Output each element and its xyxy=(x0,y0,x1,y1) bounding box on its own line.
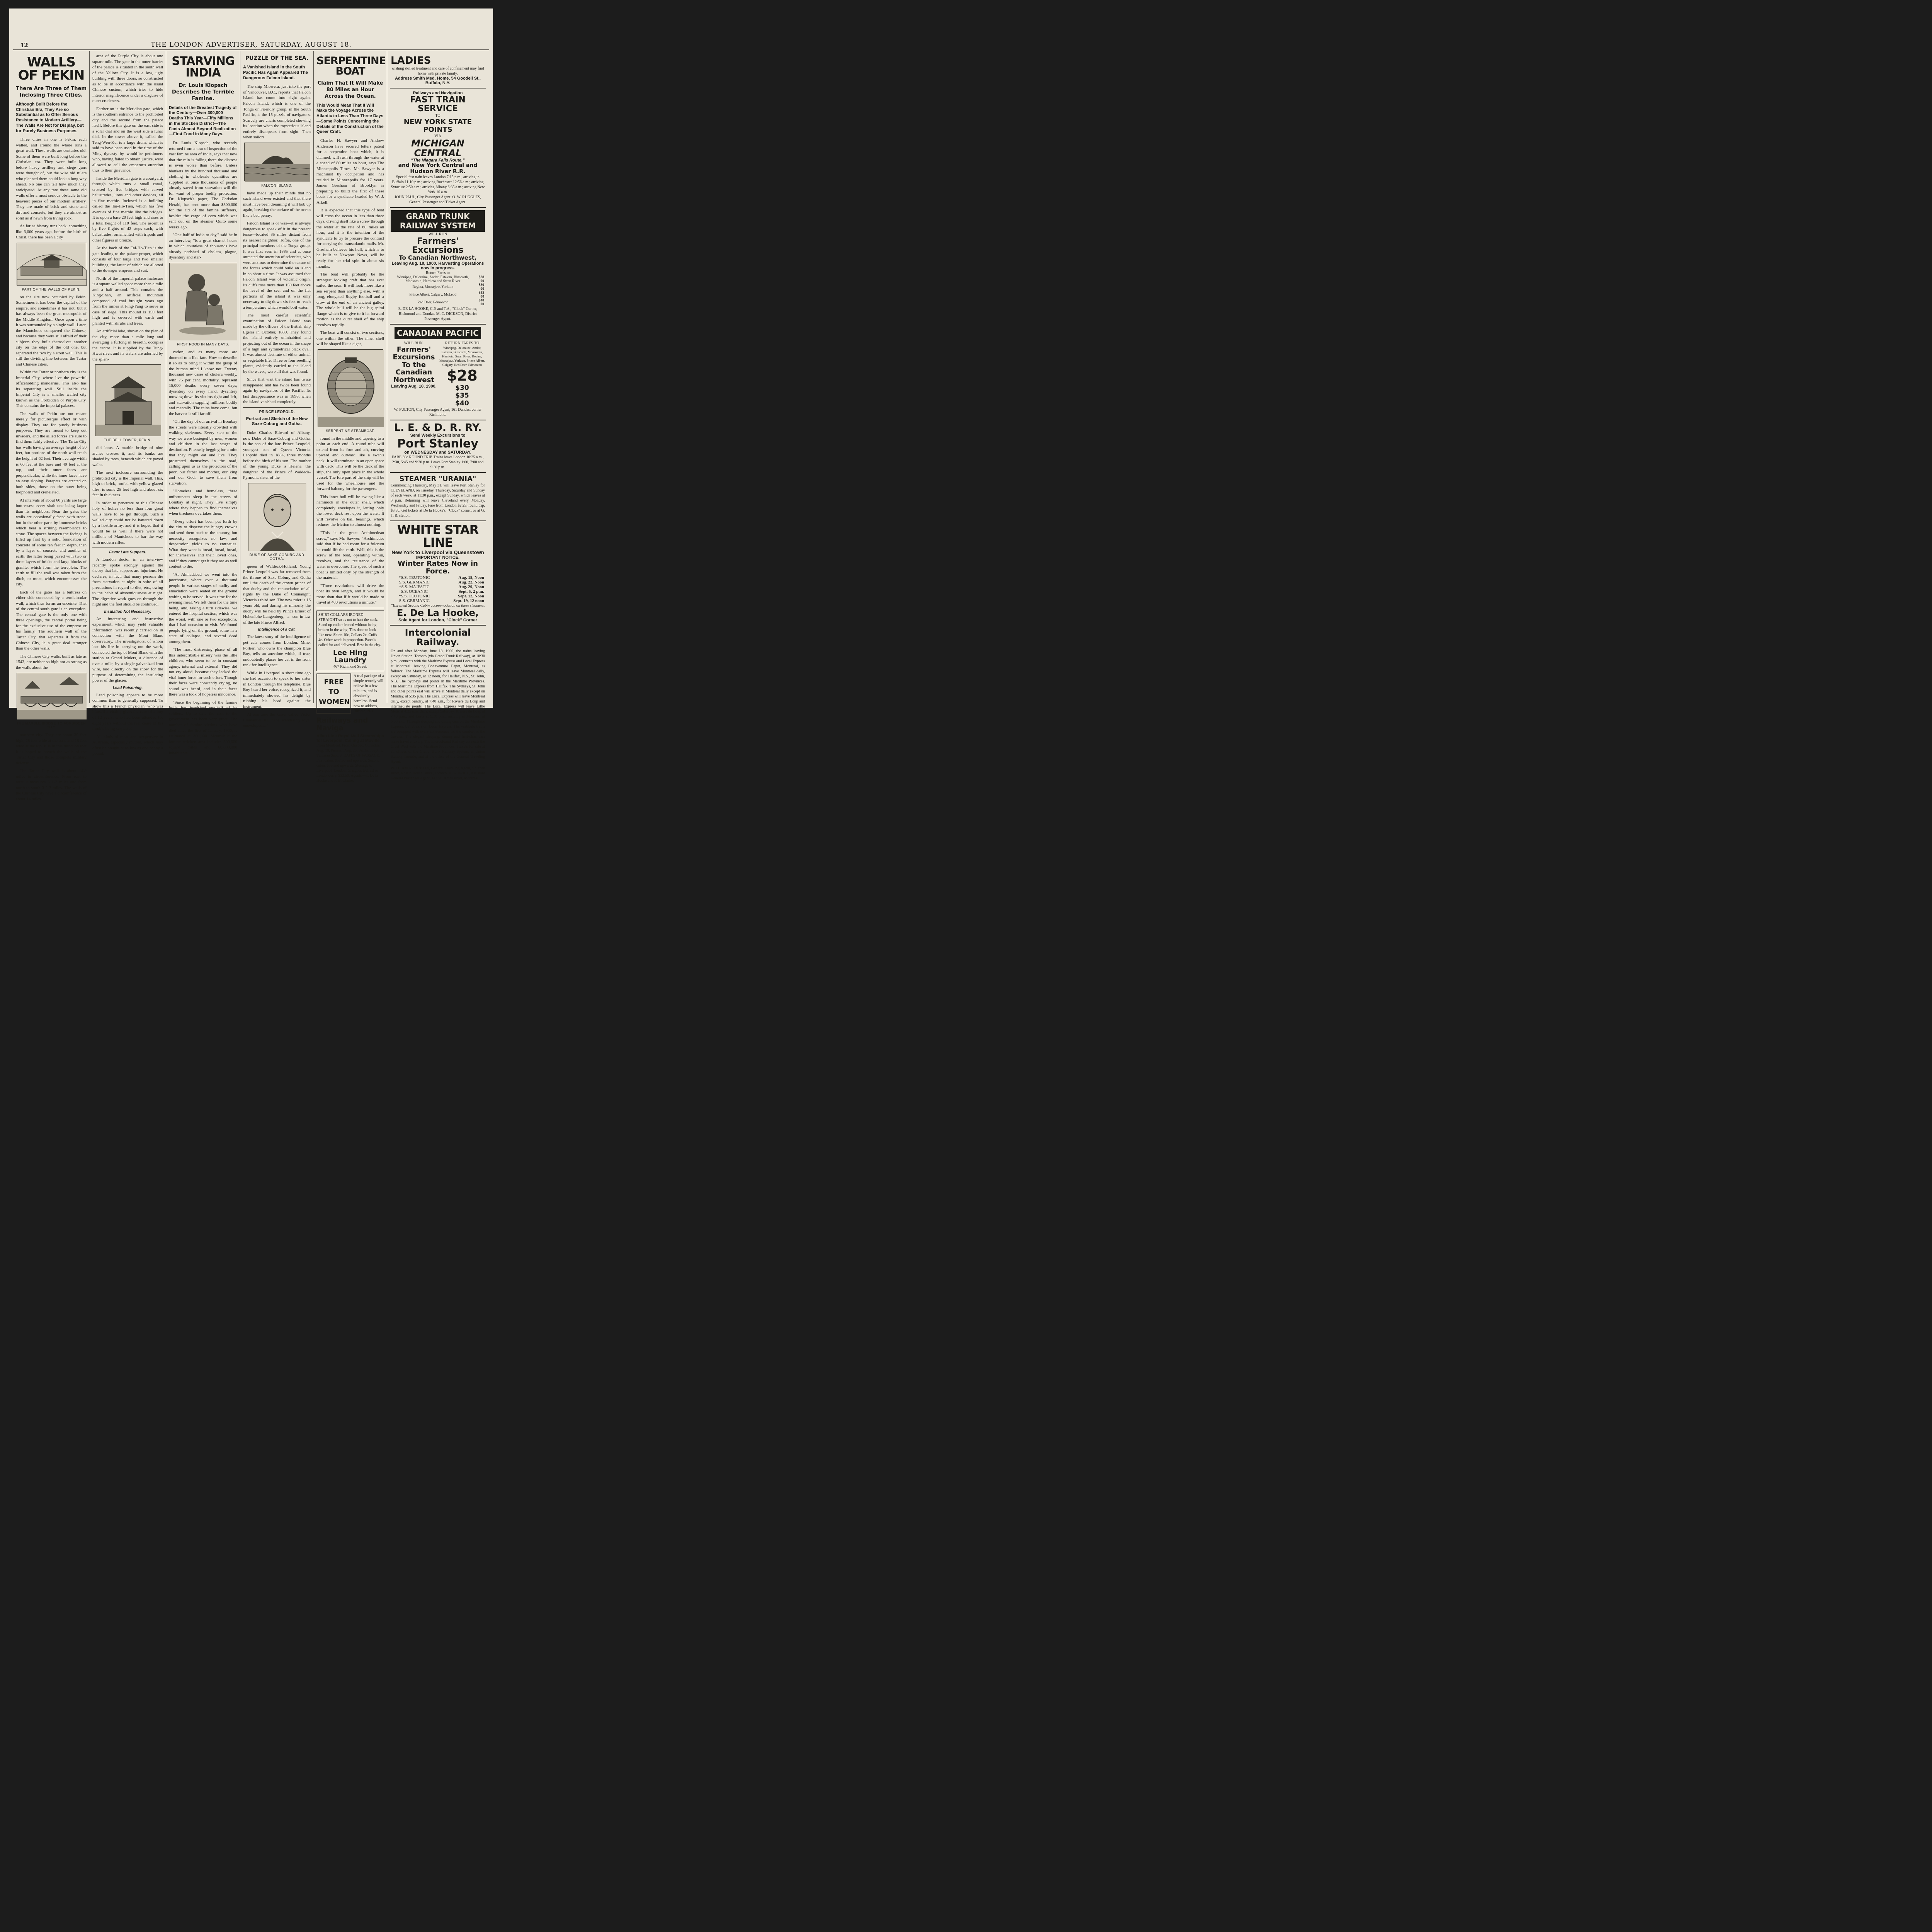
ship-name: *S.S. MAJESTIC xyxy=(399,584,430,589)
duke-portrait xyxy=(248,483,306,551)
mc-via: VIA xyxy=(434,134,441,139)
article-paragraph: While in Liverpool a short time ago she had occasion to speak to her sister in London through the telephone. Blue Boy heard her voice, recognized it, and immediately showed his delight by rubbing his head against the instrument. xyxy=(243,670,311,709)
cpr-name: CANADIAN PACIFIC xyxy=(395,327,481,339)
whitestar-sailings xyxy=(391,575,485,603)
ship-name: S.S. GERMANIC xyxy=(399,580,430,585)
cpr-right xyxy=(439,341,485,407)
caption-steamboat: SERPENTINE STEAMBOAT. xyxy=(326,429,375,433)
fare-value: $30 00 xyxy=(478,283,484,291)
fare-place: Prince Albert, Calgary, McLeod xyxy=(409,293,457,297)
article-paragraph: "Every effort has been put forth by the city to disperse the hungry crowds and send them back to the country, but necessity recognizes no law, and desperation yields to no entreaties. What they want is bread, bread, bread, for themselves and their loved ones, and if they cannot get it they are as well content to die. xyxy=(169,519,237,569)
cpr-agent: W. FULTON, City Passenger Agent, 161 Dundas, corner Richmond. xyxy=(394,408,482,417)
sailing-date: Sept. 5, 2 p.m. xyxy=(458,589,484,594)
fare-row xyxy=(391,291,485,299)
cpr-left xyxy=(391,341,437,407)
mc-agent: JOHN PAUL, City Passenger Agent. O. W. RUGGLES, General Passenger and Ticket Agent. xyxy=(395,195,481,205)
headline-serpentine-boat: SERPENTINE BOAT xyxy=(316,55,386,77)
article-paragraph: An interesting and instructive experiment, which may yield valuable information, was recently carried on in connection with the Mont Blanc observatory. The investigators, of whom lost his life in carrying out the work, connected the top of Mont Blanc with the station at Grand Mulets, a distance of over a mile, by a single galvanized iron wire, laid directly on the snow for the purpose of determining the insulating power of the glacier. xyxy=(92,616,163,683)
ad-ladies xyxy=(390,53,486,88)
free-to-women-box: FREE TO WOMEN xyxy=(316,673,351,714)
ladies-text: wishing skilled treatment and care of confinement may find home with private family. xyxy=(391,66,484,76)
deck-serpentine-boat: Claim That It Will Make 80 Miles an Hour Across the Ocean. xyxy=(317,80,383,99)
column-serpentine-boat xyxy=(314,51,387,783)
gtr-fares-table xyxy=(391,276,485,306)
cpr-body xyxy=(391,341,485,407)
ad-michigan-central xyxy=(390,88,486,208)
ad-intercolonial xyxy=(390,626,486,783)
caption-bridge: THE MARBLE BRIDGE TO FORBIDDEN CITY. xyxy=(16,721,86,730)
intercolonial-text: On and after Monday, June 18, 1900, the trains leaving Union Station, Toronto (via Grand Trunk Railway), at 10:30 p.m., connects with the Maritime Express and Local Express at Montreal, leaving Bonaventure Depot, Montreal, as follows: The Maritime Express will leave Montreal daily, except on Saturday, at 12 noon, for Halifax, N.S., St. John, N.B. The Sydneys and points in the Maritime Provinces. The Maritime Express from Halifax, The Sydneys, St. John and other points east will arrive at Montreal daily except on Monday, at 5:35 p.m. The Local Express will leave Montreal daily, except Sunday, at 7:40 a.m., for Riviere du Loup and intermediate points. The Local Express will leave Little Metis at 4:25 a.m. daily, except Saturday, Riviere du Loup at 7:40 p.m., and Levis at 9:30 p.m., arriving at Montreal at 6:30 a.m. Through sleeping and dining cars on the Maritime Express; buffet cars on Local Express. The vestibule trains are equipped with every convenience for the comfort of the traveler. The elegant sleeping, dining and first-class cars make travel a luxury. The Intercolonial Railway connects the Great West with the Maritime Provinces. Tickets for sale at all offices of the Grand Trunk Railway System, at Union Station, Toronto, and at the office of the General Traveling Agent. xyxy=(391,649,485,764)
ship-name: S.S. OCEANIC xyxy=(401,589,428,594)
fare-row xyxy=(391,283,485,291)
intercolonial-name: Intercolonial Railway. xyxy=(405,627,471,648)
article-paragraph: northern city. They are about 30 feet high, 25 feet wide at the base and 15 feet wide at the top. It is in this direction that it is hoped to breach the walls of the Tartar City and those complete military defense. xyxy=(16,733,87,765)
bell-tower-drawing xyxy=(95,365,161,436)
fare-value: $35 00 xyxy=(478,291,484,299)
cpr-fare-30: $30 xyxy=(455,384,469,392)
mc-destination: NEW YORK STATE POINTS xyxy=(403,118,472,134)
led-name: L. E. & D. R. RY. xyxy=(394,422,482,434)
article-paragraph: A London doctor in an interview recently spoke strongly against the theory that late suppers are injurious. He declares, in fact, that many persons die from starvation at night in spite of all precautions in regard to diet, etc., owing to the habit of abstemiousness at night. The digestive work goes on through the night and the fuel should be continued. xyxy=(92,557,163,607)
sailing-date: Aug. 22, Noon xyxy=(458,580,484,585)
page-number: 12 xyxy=(20,42,28,49)
sailing-row xyxy=(391,589,485,594)
laundry-address: 467 Richmond Street. xyxy=(333,665,367,669)
whitestar-rates: Winter Rates Now in Force. xyxy=(398,559,478,575)
article-paragraph: The Tartar City wall is about 14½ miles in circumference. From east to west it measures 3 1-2 miles and from north to south 3 2-3 miles. The walls of the Chinese City have a circumference of about 14 miles. xyxy=(16,769,87,801)
sailing-date: Sept. 19, 12 noon xyxy=(453,598,484,603)
famine-drawing xyxy=(170,263,237,340)
article-paragraph: vation, and as many more are doomed to a like fate. How to describe it so as to bring it within the grasp of the human mind I know not. Twenty thousand new cases of cholera weekly, with 75 per cent. mortality, represent 15,000 deaths every seven days; dysentery on every hand, dysentery mowing down its victims right and left, and starvation sapping millions bodily and mentally. The rains have come, but the harvest is still far off. xyxy=(169,350,237,416)
subdeck-walls-of-pekin: Although Built Before the Christian Era, They Are so Substantial as to Offer Serious Resistance to Modern Artillery—The Walls Are Not for Display, but for Purely Business Purposes. xyxy=(16,102,84,133)
marble-bridge-illustration xyxy=(17,673,86,719)
mc-title: FAST TRAIN SERVICE xyxy=(410,95,466,114)
fare-place: Regina, Moosejaw, Yorkton xyxy=(412,285,454,289)
whitestar-agent-sub: Sole Agent for London, "Clock" Corner xyxy=(398,617,477,622)
free-to-women-text: A trial package of a simple remedy will relieve in a few minutes, and is absolutely harmless. Send now to address, Buffalo, N.Y. xyxy=(354,674,384,714)
led-destination: Port Stanley xyxy=(397,437,478,451)
article-paragraph: Charles H. Sawyer and Andrew Anderson have secured letters patent for a serpentine boat which, it is claimed, will rush through the water at a speed of 80 miles an hour, says The Minneapolis Times. Mr. Sawyer is a machinist by occupation and has resided in Minneapolis for 17 years. James Gresham of Brooklyn is preparing to build the first of these boats for a syndicate headed by W. J. Arkell. xyxy=(316,138,384,205)
railways-navigation-heading: Railways and Naviga xyxy=(316,716,368,733)
article-paragraph: At one time the kaiser called Victor Emmanuel III. "The wandering royal encyclopedia." xyxy=(243,712,311,728)
article-paragraph: Falcon Island is or was—it is always dangerous to speak of it in the present tense—located 35 miles distant from its nearest neighbor, Tofoa, one of the principal members of the Tonga group. It was first seen in 1885 and at once attracted the attention of scientists, who were anxious to determine the nature of the forces which could build an island in so short a time. It was assumed that Falcon Island was of volcanic origin. Its cliffs rose more than 150 feet above the level of the sea, and on the flat portions of the island it was only necessary to dig down six feet to reach a temperature which would boil water. xyxy=(243,221,311,310)
sailing-row xyxy=(391,575,485,580)
gtr-sub: To Canadian Northwest, xyxy=(399,254,477,262)
article-paragraph: Farther on is the Meridian gate, which is the southern entrance to the prohibited city and the second from the palace itself. Before this gate on the east side is a solar dial and on the west side a lunar dial. In the tower above it, called the Teng-Wen-Ku, is a large drum, which is said to have been used in the time of the Ming dynasty by would-be petitioners who, having failed to obtain justice, were allowed to call the emperor's attention thus to their grievance. xyxy=(92,106,163,173)
article-paragraph: The Chinese City walls, built as late as 1543, are neither so high nor as strong as the walls about the xyxy=(16,654,87,670)
article-paragraph: queen of Waldeck-Holland. Young Prince Leopold was far removed from the throne of Saxe-Coburg and Gotha until the death of the crown prince of that duchy and the renunciation of all rights by the Duke of Connaught, Victoria's third son. The new ruler is 16 years old, and during his minority the duchy will be held by Prince Ernest of Hohenlohe-Langenberg, a son-in-law of the late Prince Alfred. xyxy=(243,564,311,625)
masthead xyxy=(13,39,489,50)
whitestar-agent: E. De La Hooke, xyxy=(396,607,479,618)
sailing-row xyxy=(391,585,485,589)
laundry-name: Lee Hing Laundry xyxy=(333,648,368,665)
article-paragraph: All kinds of meat are inexpensive in Australia, especially mutton, which may often be bought at as low as one penny a pound. xyxy=(92,734,163,756)
article-paragraph: The boat will probably be the strangest looking craft that has ever sailed the seas. It will look more like a sea serpent than anything else, with a long, elongated Rugby football and a crow at the end of an ancient galley. The whole hull will be the big spiral flange which is to give to it its forward motion as the outer shell of the ship revolves rapidly. xyxy=(316,272,384,327)
sailing-date: Sept. 12, Noon xyxy=(458,594,484,599)
article-paragraph: The boat will consist of two sections, one within the other. The inner shell will be shaped like a cigar, xyxy=(316,330,384,347)
article-paragraph: did lotus. A marble bridge of nine arches crosses it, and its banks are shaded by trees, beneath which are paved walks. xyxy=(92,446,163,467)
article-paragraph: have made up their minds that no such island ever existed and that there must have been dreaming it will bob up again, breaking the surface of the ocean like a bad penny. xyxy=(243,190,311,218)
ad-steamer-urania xyxy=(390,473,486,521)
headline-prince-leopold: PRINCE LEOPOLD. xyxy=(259,410,295,414)
caption-bell-tower: THE BELL TOWER, PEKIN. xyxy=(104,438,152,442)
article-paragraph: At the back of the Tai-Ho-Tien is the gate leading to the palace proper, which consists of four large and two smaller buildings, the latter of which are allotted to the dowager empress and suit. xyxy=(92,246,163,273)
allan-line-text: From Montreal. From Quebec. Corinthian Aug. 18; Parisian Aug. 25; Sicilian Sept. 1; Tunisian Sept. 8. RATES OF PASSAGE. First cabin, $52.50 and upwards. Second cabin, $35 and upwards. Steerage to Liverpool, London, Glasgow, Belfast or Londonderry, $23.50. Agents—E. De la Hooke and F. B. Clarke. xyxy=(316,743,383,783)
sailing-row xyxy=(391,594,485,599)
deck-walls-of-pekin: There Are Three of Them Inclosing Three Cities. xyxy=(16,86,87,98)
article-paragraph: Duke Charles Edward of Albany, now Duke of Saxe-Coburg and Gotha, is the son of the late Prince Leopold, youngest son of Queen Victoria. Leopold died in 1884, three months before the birth of his son. The mother of the young Duke is Helena, the daughter of the Prince of Waldeck-Pyrmont, sister of the xyxy=(243,430,311,480)
article-paragraph: It is expected that this type of boat will cross the ocean in less than three days, driving itself like a screw through the water at the rate of 60 miles an hour, and it is the intention of the syndicate to try to procure the contract for carrying the transatlantic mails. Mr. Gresham believes his hull, which is to be built at Newport News, will be ready for her trial spin in about six months. xyxy=(316,208,384,269)
cpr-title: Farmers' Excursions To the Canadian Northwest xyxy=(393,345,435,384)
walls-illustration xyxy=(17,243,86,285)
fare-row xyxy=(391,276,485,283)
led-sub: Semi Weekly Excursions to xyxy=(410,433,466,438)
column-puzzle-of-the-sea xyxy=(240,51,314,728)
urania-name: STEAMER "URANIA" xyxy=(399,474,476,483)
article-paragraph: Each of the gates has a buttress on either side connected by a semicircular wall, which thus forms an enceinte. That of the central south gate is an exception. The central gate is the only one with three openings, the central portal being for the exclusive use of the emperor or his family. The southern wall of the Tartar City, that separates it from the Chinese City, is a great deal stronger than the other walls. xyxy=(16,590,87,651)
article-paragraph: The latest story of the intelligence of pet cats comes from London. Mme. Portier, who owns the champion Blue Boy, tells an anecdote which, if true, undoubtedly places her cat in the front rank for intelligence. xyxy=(243,634,311,668)
ad-led-railway xyxy=(390,420,486,473)
free-to-women-ad xyxy=(316,673,384,714)
cpr-run: WILL RUN. xyxy=(404,341,424,345)
ship-name: S.S. GERMANIC xyxy=(399,598,430,603)
ladies-address: Address Smith Med. Home, 54 Goodell St., Buffalo, N.Y. xyxy=(395,76,481,86)
whitestar-name: WHITE STAR LINE xyxy=(397,522,479,550)
gtr-title: Farmers' Excursions xyxy=(412,236,464,255)
whitestar-footnote: *Excellent Second Cabin accommodation on these steamers. xyxy=(391,603,485,608)
article-paragraph: round in the middle and tapering to a point at each end. A round tube will extend from its fore and aft, curving upward and outward like a swan's neck. It will terminate in an open space with deck. This will be the deck of the ship, the only open place in the whole vessel. The fore part of the ship will be used for the wheelhouse and the forward balcony for the passengers. xyxy=(316,436,384,492)
mc-tagline: "The Niagara Falls Route," xyxy=(411,158,465,163)
portrait-drawing xyxy=(248,483,306,551)
divider xyxy=(243,407,311,408)
fare-value: $28 00 xyxy=(478,275,484,283)
mc-text: Special fast train leaves London 7:15 p.m., arriving in Buffalo 11:10 p.m.; arriving Rochester 12:56 a.m.; arriving Syracuse 2:50 a.m.; arriving Albany 6:35 a.m.; arriving New York 10 a.m. xyxy=(391,175,485,195)
mc-and: and New York Central and Hudson River R.R. xyxy=(398,162,478,175)
ladies-title: LADIES xyxy=(391,55,431,66)
article-paragraph: "Three revolutions will drive the boat its own length, and it would be more than that if it would be made to travel at 400 revolutions a minute." xyxy=(316,583,384,605)
article-paragraph: "This is the great Archimedean screw," says Mr. Sawyer. "Archimedes said that if he had room for a fulcrum he could lift the earth. Well, this is the screw of the boat, operating within, revolves, and the resistance of the water is overcome. The speed of such a boat is limited only by the strength of the material. xyxy=(316,530,384,580)
sailing-date: Aug. 15, Noon xyxy=(458,575,484,580)
ad-canadian-pacific xyxy=(390,325,486,420)
gtr-fares-head: Return Fares to xyxy=(426,270,450,275)
article-paragraph: "One-half of India to-day," said he in an interview, "is a great charnel house in which countless of thousands have already perished of cholera, plague, dysentery and star- xyxy=(169,233,237,260)
subdeck-puzzle: A Vanished Island in the South Pacific Has Again Appeared The Dangerous Falcon Island. xyxy=(243,65,308,80)
whitestar-route: New York to Liverpool via Queenstown xyxy=(391,549,484,555)
caption-famine: FIRST FOOD IN MANY DAYS. xyxy=(177,342,230,346)
fare-value: $40 00 xyxy=(478,298,484,306)
article-paragraph: At intervals of about 60 yards are large buttresses; every sixth one being larger than its neighbors. Near the gates the walls are occasionally faced with stone, but in the other parts by immense bricks which bear a striking resemblance to stone. The spaces between the facings is filled up first by a solid foundation of concrete of some ten feet in depth, then by a layer of concrete and another of earth, the latter being paved with two or three layers of bricks and large blocks of granite, which form the terreplein. The earth to fill the wall was taken from the ditch, or moat, which encompasses the city. xyxy=(16,498,87,587)
article-paragraph: Within the Tartar or northern city is the Imperial City, where live the powerful officeholding mandarins. This also has its separating wall. Still inside the Imperial City is a smaller walled city known as the Forbidden or Purple City. This contains the imperial palaces. xyxy=(16,370,87,408)
article-paragraph: "The most distressing phase of all this indescribable misery was the little children, who seem to be in constant agony, internal and external. They did not cry aloud, because they lacked the vital inner force for such effort. Though their faces were constantly crying, no sound was heard, and in their faces there was a look of hopeless innocence. xyxy=(169,647,237,697)
subhead-insulation: Insulation Not Necessary. xyxy=(104,609,151,614)
subdeck-starving-india: Details of the Greatest Tragedy of the Century—Over 300,000 Deaths This Year—Fifty Millions in the Stricken District—The Facts Almost Beyond Realization—First Food in Many Days. xyxy=(169,105,237,137)
article-paragraph: area of the Purple City is about one square mile. The gate in the outer barrier of the palace is situated in the south wall of the Yellow City. It is a low, ugly building with three doors, so constructed as to be in accordance with the usual Chinese custom, which tries to hide interior magnificence under a disguise of outer crudeness. xyxy=(92,54,163,104)
led-days: on WEDNESDAY and SATURDAY. xyxy=(404,450,471,455)
sailing-date: Aug. 29, Noon xyxy=(458,584,484,589)
subdeck-prince-leopold: Portrait and Sketch of the New Saxe-Coburg and Gotha. xyxy=(246,416,308,427)
fare-place: Winnipeg, Deloraine, Antler, Estevan, Binscarth, Moosomin, Hamiota and Swan River xyxy=(397,275,469,283)
sailing-row xyxy=(391,580,485,585)
article-paragraph: The walls of Pekin are not meant merely for picturesque effect or vain display. They are for purely business purposes. They are meant to keep out invaders, and the allied forces are sure to find them fairly effective. The Tartar City has walls having an average height of 50 feet, but portions of the north wall reach the height of 62 feet. Their average width is 60 feet at the base and 40 feet at the top, and their outer faces are perpendicular, while the inner faces have an easy sloping. Parapets are erected on both sides, those on the outer being loopholed and crenelated. xyxy=(16,411,87,495)
article-paragraph: Since that visit the island has twice disappeared and has twice been found again by navigators of the Pacific. Its last disappearance was in 1898, when the island vanished completely. xyxy=(243,377,311,405)
gtr-run: WILL RUN xyxy=(428,232,447,237)
gtr-agent: E. DE LA HOOKE, C.P. and T.A., "Clock" Corner, Richmond and Dundas. M. C. DICKSON, District Passenger Agent. xyxy=(398,306,478,321)
cpr-places: Winnipeg, Deloraine, Antler, Estevan, Binscarth, Moosomin, Hamiota, Swan River, Regina, Moosejaw, Yorkton, Prince Albert, Calgary, Red Deer, Edmonton xyxy=(439,345,485,367)
falcon-island-illustration xyxy=(244,143,310,181)
gtr-date: Leaving Aug. 18, 1900. Harvesting Operations now in progress. xyxy=(391,261,484,270)
whitestar-notice: IMPORTANT NOTICE. xyxy=(416,555,460,560)
cpr-leaving: Leaving Aug. 18, 1900. xyxy=(391,384,437,389)
article-paragraph: "At Ahmadabad we went into the poorhouse, where over a thousand people in various stages of nudity and emaciation were seated on the ground waiting to be served. It was time for the evening meal. We left them for the time being, and, taking a turn sidewise, we entered the hospital section, which was the worst, with one or two exceptions, that I had occasion to visit. We found people lying on the ground, some in a state of collapse, and several dead among them. xyxy=(169,572,237,644)
island-drawing xyxy=(245,143,310,182)
mc-name: MICHIGAN CENTRAL xyxy=(411,138,464,159)
article-paragraph: Lead poisoning appears to be more common than is generally supposed. To show this a French physician, who was himself a victim, gives the case of a boy of 12 years, who had been attended for eight years without the real cause of his trouble being suspected. xyxy=(92,692,163,731)
subhead-lead-poisoning: Lead Poisoning. xyxy=(112,685,143,690)
shirt-collar-ad-text: SHIRT COLLARS IRONED STRAIGHT so as not to hurt the neck. Stand up collars ironed without being broken in the wing. Ties done to look like new. Shirts 10c, Collars 2c, Cuffs 4c. Other work in proportion. Parcels called for and delivered. Best in the city. xyxy=(318,612,381,647)
caption-duke: DUKE OF SAXE-COBURG AND GOTHA. xyxy=(249,553,304,561)
sailing-row xyxy=(391,599,485,603)
subhead-cat: Intelligence of a Cat. xyxy=(258,628,296,632)
headline-starving-india: STARVING INDIA xyxy=(172,54,235,80)
article-paragraph: "Since the beginning of the famine India has furnished one-half of its soldiers. Up to date the cost to the government has been very great. The number of famine victims who have died since the first of January, 1900, is estimated at 300,000. Meanwhile the famine stricken area includes 500,000 square miles and 60,000,000 inhabitants. xyxy=(169,700,237,755)
article-paragraph: Inside the Meridian gate is a courtyard, through which runs a small canal, crossed by five bridges with carved balustrades, lions and other devices, all in fine marble. Inclosed is a building called the Tai-Ho-Tien, which has five avenues of fine marble like the bridges. It is upon a base 20 feet high and rises to a total height of 110 feet. The ascent is by five flights of 42 steps each, with balustrades, ornamented with tripods and other figures in bronze. xyxy=(92,176,163,243)
article-paragraph: on the site now occupied by Pekin. Sometimes it has been the capital of the empire, and sometimes it has not, but it has always been the great metropolis of the Middle Kingdom. Once upon a time it was surrounded by a single wall. Later, the Mantchoos conquered the Chinese, and because they were still afraid of their subjects they built themselves another city on the edge of the old one, but separated the two by a stout wall. This is still the dividing line between the Tartar and Chinese cities. xyxy=(16,294,87,367)
intercolonial-agent: WILLIAM ROBINSON, General Traveling Agent, 93 York street, Rossin House Block, Toronto. H. A. PRICE, Assistant General Passenger Agent, 143 St. James street, Montreal. xyxy=(391,766,485,781)
column-pekin-continued xyxy=(90,51,166,756)
article-paragraph: As far as history runs back, something like 3,000 years ago, before the birth of Christ, there has been a city xyxy=(16,224,87,240)
bridge-drawing xyxy=(17,673,87,719)
cpr-returning: RETURN FARES TO xyxy=(445,341,480,345)
column-advertisements xyxy=(387,51,488,781)
caption-falcon-island: FALCON ISLAND. xyxy=(261,183,293,187)
mc-to: TO xyxy=(435,114,440,118)
article-paragraph: "On the day of our arrival in Bombay the streets were literally crowded with walking skeletons. Every step of the way we were besieged by men, women and children in the last stages of destitution. Piteously begging for a mite that they might eat and live. They prostrated themselves in the road, calling upon us as 'the protectors of the poor, our father and mother, our king and our God,' to save them from starvation. xyxy=(169,419,237,486)
subhead-late-suppers: Favor Late Suppers. xyxy=(109,550,146,555)
gtr-name: GRAND TRUNK RAILWAY SYSTEM xyxy=(391,210,485,232)
walls-drawing xyxy=(17,243,87,286)
allan-line-title: Allan Line Royal Mail Steamships for Liverpool, Calling at Moville. xyxy=(316,733,384,743)
fare-place: Red Deer, Edmonton xyxy=(417,300,449,304)
steamboat-drawing xyxy=(318,350,384,427)
article-paragraph: Three cities in one is Pekin, each walled, and around the whole runs a great wall. These walls are centuries old. Some of them were built long before the Christian era. They were built long before heavy artillery and siege guns were thought of, but the wise old rulers who planned them could look a long way ahead. No one can tell how much they anticipated. At any rate these same old walls offer a most serious obstacle to the heaviest pieces of our modern artillery. They are made of brick and stone and dirt and concrete, but they are almost as solid as if hewn from living rock. xyxy=(16,137,87,221)
famine-illustration xyxy=(169,263,237,340)
newspaper-page xyxy=(9,9,493,801)
column-starving-india xyxy=(166,51,240,755)
ship-name: *S.S. TEUTONIC xyxy=(398,594,430,599)
article-paragraph: North of the imperial palace inclosure is a square walled space more than a mile and a half around. This contains the King-Shan, an artificial mountain composed of coal brought years ago from the mines at Ping-Yang to serve in case of siege. This mound is 150 feet high and is covered with earth and planted with shrubs and trees. xyxy=(92,276,163,326)
ship-name: *S.S. TEUTONIC xyxy=(398,575,430,580)
ad-grand-trunk xyxy=(390,208,486,325)
caption-walls: PART OF THE WALLS OF PEKIN. xyxy=(22,287,81,291)
column-walls-of-pekin xyxy=(13,51,90,801)
shirt-collar-ad xyxy=(316,611,384,672)
led-fare: FARE 30c ROUND TRIP. Trains leave London 10:25 a.m., 2:30, 5:45 and 9:30 p.m. Leave Port Stanley 1:00, 7:00 and 9:30 p.m. xyxy=(392,455,484,469)
cpr-fare-40: $40 xyxy=(455,400,469,408)
newspaper-title: THE LONDON ADVERTISER, SATURDAY, AUGUST 18. xyxy=(151,41,352,49)
fare-row xyxy=(391,299,485,306)
steamboat-illustration xyxy=(318,349,383,427)
cpr-fare-35: $35 xyxy=(455,392,469,400)
ad-white-star-line xyxy=(390,521,486,626)
subdeck-serpentine-boat: This Would Mean That It Will Make the Voyage Across the Atlantic in Less Than Three Days—Some Points Concerning the Details of the Construction of the Queer Craft. xyxy=(316,103,384,134)
article-paragraph: The most careful scientific examination of Falcon Island was made by the officers of the British ship Egeria in October, 1889. They found the island entirely uninhabited and projecting out of the ocean in the shape of a high and symmetrical black oval. It was almost destitute of either animal or vegetable life. Three or four seedling plants, evidently carried to the island by the waves, were all that was found. xyxy=(243,313,311,374)
headline-walls-of-pekin: WALLS OF PEKIN xyxy=(18,54,85,83)
cpr-fare-28: $28 xyxy=(447,367,478,384)
deck-starving-india: Dr. Louis Klopsch Describes the Terrible Famine. xyxy=(172,83,234,102)
article-paragraph: The next inclosure surrounding the prohibited city is the imperial wall. This, high of brick, roofed with yellow glazed tiles, is some 25 feet high and about six feet in thickness. xyxy=(92,470,163,498)
bell-tower-illustration xyxy=(95,364,161,436)
urania-text: Commencing Thursday, May 31, will leave Port Stanley for CLEVELAND, on Tuesday, Thursday, Saturday and Sunday of each week, at 11:30 p.m., except Sunday, which leaves at 3 p.m. Returning will leave Cleveland every Monday, Wednesday and Friday. Fare from London $2.25; round trip, $3.50. Get tickets at De la Hooke's, "Clock" corner, or at G. T. R. station. xyxy=(391,483,485,518)
article-paragraph: Dr. Louis Klopsch, who recently returned from a tour of inspection of the vast famine area of India, says that now that the rain is falling there the distress is even worse than before. Unless blankets by the hundred thousand and clothing in wholesale quantities are supplied at once thousands of people already saved from starvation will die for want of proper bodily protection. Dr. Klopsch's paper, The Christian Herald, has sent more than $300,000 for the aid of the famine sufferers, besides the cargo of corn which was sent out on the steamer Quito some weeks ago. xyxy=(169,141,237,230)
article-paragraph: The ship Miowera, just into the port of Vancouver, B.C., reports that Falcon Island has come into sight again. Falcon Island, which is one of the Tonga or Friendly group, in the South Pacific, is the 15 puzzle of navigators. Scarcely are charts completed showing its location when the mysterious island entirely disappears from sight. Then when sailors xyxy=(243,84,311,140)
article-paragraph: In order to penetrate to this Chinese holy of holies no less than four great walls have to be got through. Such a walled city could not be battered down by a hostile army, and it is hoped that it would be as well if there were not millions of Mantchoos to bar the way with modern rifles. xyxy=(92,500,163,545)
article-paragraph: This inner hull will be swung like a hammock in the outer shell, which completely envelopes it, letting only the lower deck rest upon the water. It will revolve on ball bearings, which reduces the friction to almost nothing. xyxy=(316,494,384,527)
headline-puzzle-of-the-sea: PUZZLE OF THE SEA. xyxy=(245,55,309,61)
article-paragraph: "Homeless and homeless, these unfortunates sleep in the streets of Bombay at night. They live simply where they happen to find themselves when tiredness overtakes them. xyxy=(169,489,237,516)
mc-line1: Railways and Navigation xyxy=(413,91,463,96)
article-paragraph: An artificial lake, shown on the plan of the city, more than a mile long and averaging a furlong in breadth, occupies the centre. It is supplied by the Tung-Hwui river, and its waters are adorned by the splen- xyxy=(92,329,163,362)
